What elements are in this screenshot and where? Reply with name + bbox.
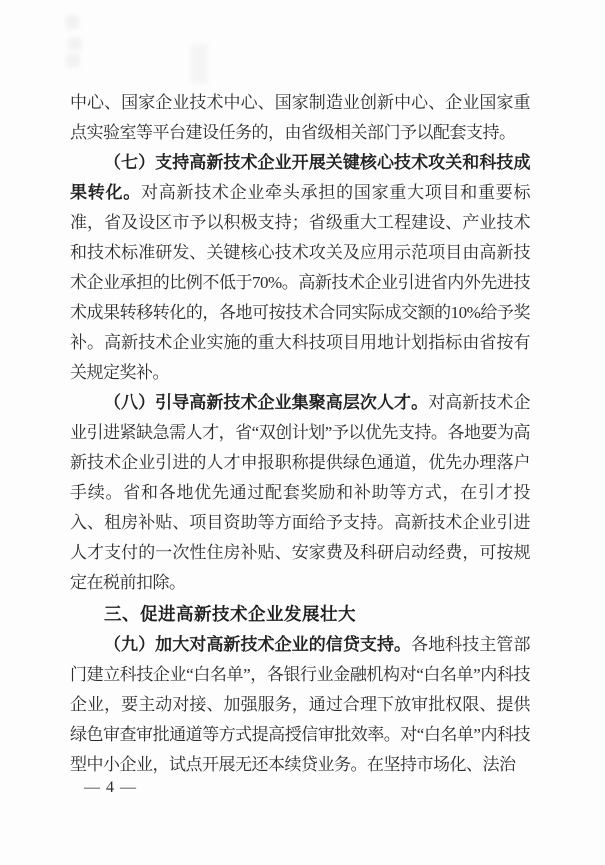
paragraph-body-text: 对高新技术企业引进紧缺急需人才，省“双创计划”予以优先支持。各地要为高新技术企业引进的人才申报职称提供绿色通道，优先办理落户手续。省和各地优先通过配套奖励和补助等方式，在引才投入、租房补贴、项目资助等方面给予支持。高新技术企业引进人才支付的一次性住房补贴、安家费及科研启动经费，可按规定在税前扣除。 xyxy=(70,393,530,592)
continuation-paragraph xyxy=(70,88,530,148)
scan-artifact xyxy=(66,15,79,29)
paragraph-body-text: 各地科技主管部门建立科技企业“白名单”，各银行业金融机构对“白名单”内科技企业，要主动对接、加强服务，通过合理下放审批权限、提供绿色审查审批通道等方式提高授信审批效率。对“白名单”内科技型中小企业，试点开展无还本续贷业务。在坚持市场化、法治 xyxy=(70,635,530,774)
page-number: — 4 — xyxy=(84,779,137,796)
scan-artifact xyxy=(66,54,80,67)
paragraph-lead-bold: （九）加大对高新技术企业的信贷支持。 xyxy=(104,635,412,654)
section-3-heading: 三、促进高新技术企业发展壮大 xyxy=(104,604,356,624)
item-9-paragraph xyxy=(70,630,530,780)
paragraph-body-text: 对高新技术企业牵头承担的国家重大项目和重要标准，省及设区市予以积极支持；省级重大工程建设、产业技术和技术标准研发、关键核心技术攻关及应用示范项目由高新技术企业承担的比例不低于70%。高新技术企业引进省内外先进技术成果转移转化的，各地可按技术合同实际成交额的10%给予奖补。高新技术企业实施的重大科技项目用地计划指标由省按有关规定奖补。 xyxy=(70,183,531,382)
item-7-paragraph xyxy=(70,148,530,388)
paragraph-lead-bold: （七）支持高新技术企业开展关键核心技术攻关和科技成果转化。 xyxy=(70,153,530,202)
paragraph-body-text: 中心、国家企业技术中心、国家制造业创新中心、企业国家重点实验室等平台建设任务的，由省级相关部门予以配套支持。 xyxy=(70,93,530,142)
document-content xyxy=(70,88,530,780)
item-8-paragraph xyxy=(70,388,530,598)
paragraph-lead-bold: （八）引导高新技术企业集聚高层次人才。 xyxy=(104,393,429,412)
scan-artifact xyxy=(68,38,82,50)
scan-artifact xyxy=(190,44,208,84)
